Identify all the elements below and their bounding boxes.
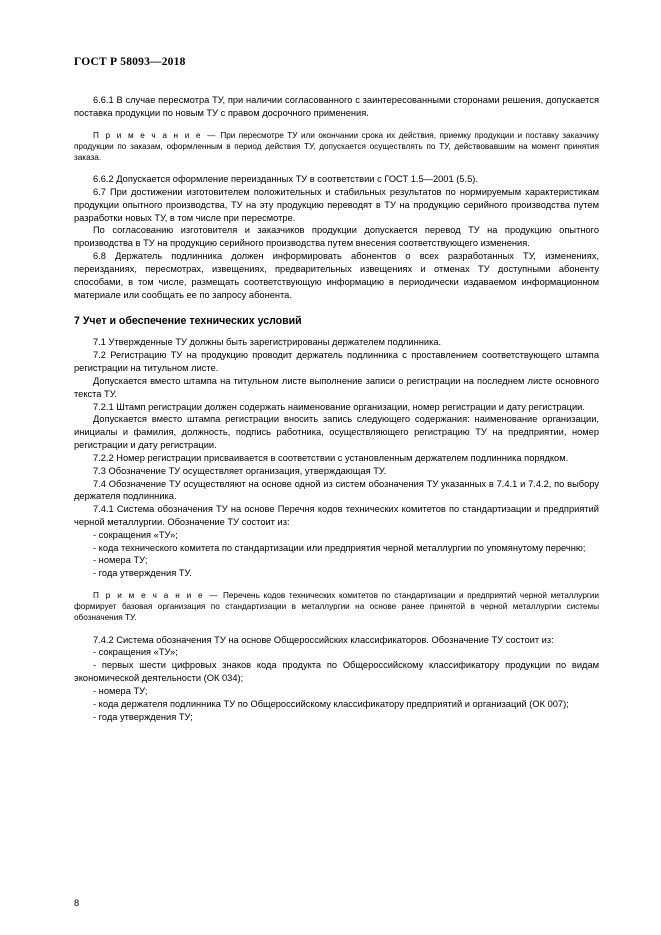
list-item: - года утверждения ТУ. (93, 568, 192, 579)
paragraph-6-7-continued: По согласованию изготовителя и заказчиков продукции допускается перевод ТУ на продукцию опытного производства в ТУ на продукцию серийного производства путем внесения соответствующего изменения. (74, 225, 599, 249)
paragraph-7-4-2: 7.4.2 Система обозначения ТУ на основе Общероссийских классификаторов. Обозначение ТУ состоит из: (93, 634, 554, 645)
paragraph-7-2-1: 7.2.1 Штамп регистрации должен содержать наименование организации, номер регистрации и дату регистрации. (93, 401, 585, 412)
paragraph-6-6-2: 6.6.2 Допускается оформление переизданных ТУ в соответствии с ГОСТ 1.5—2001 (5.5). (93, 174, 478, 185)
note-1 (74, 130, 599, 163)
list-item: - кода держателя подлинника ТУ по Общероссийскому классификатору предприятий и организаций (ОК 007); (93, 698, 569, 709)
note-2-text: Перечень кодов технических комитетов по стандартизации и предприятий черной металлургии формирует базовая организация по стандартизации в металлургии на основе ранее принятой в черной металлургии системы обозначения ТУ. (74, 591, 599, 623)
paragraph-6-8: 6.8 Держатель подлинника должен информировать абонентов о всех разработанных ТУ, изменениях, переизданиях, пересмотрах, извещениях, предварительных извещениях и отменах ТУ доступными абоненту способами, в том числе, размещать соответствующую информацию в периодически издаваемом информационном материале или сообщать ее по запросу абонента. (74, 251, 599, 300)
note-1-text: При пересмотре ТУ или окончании срока их действия, приемку продукции и поставку заказчику продукции по заказам, оформленным в период действия ТУ, допускается осуществлять по ТУ, действовавшим на момент принятия заказа. (74, 130, 599, 162)
list-item: - сокращения «ТУ»; (93, 647, 178, 658)
paragraph-7-2-2: 7.2.2 Номер регистрации присваивается в соответствии с установленным держателем подлинника порядком. (93, 452, 569, 463)
paragraph-7-3: 7.3 Обозначение ТУ осуществляет организация, утверждающая ТУ. (93, 465, 387, 476)
list-item: - первых шести цифровых знаков кода продукта по Общероссийскому классификатору продукции по видам экономической деятельности (ОК 034); (74, 660, 599, 684)
list-item: - номера ТУ; (93, 685, 148, 696)
paragraph-6-7: 6.7 При достижении изготовителем положительных и стабильных результатов по нормируемым характеристикам продукции опытного производства, ТУ на эту продукцию переводят в ТУ на продукцию серийного производства путем разработки новых ТУ, в том числе при пересмотре. (74, 186, 599, 223)
paragraph-7-2: 7.2 Регистрацию ТУ на продукцию проводит держатель подлинника с проставлением соответствующего штампа регистрации на титульном листе. (74, 350, 599, 374)
list-item: - номера ТУ; (93, 555, 148, 566)
paragraph-6-6-1: 6.6.1 В случае пересмотра ТУ, при наличии согласованного с заинтересованными сторонами решения, допускается поставка продукции по новым ТУ с правом досрочного применения. (74, 95, 599, 118)
list-item: - года утверждения ТУ; (93, 711, 193, 722)
list-item: - кода технического комитета по стандартизации или предприятия черной металлургии по упомянутому перечню; (93, 542, 586, 553)
paragraph-7-4: 7.4 Обозначение ТУ осуществляют на основе одной из систем обозначения ТУ указанных в 7.4.1 и 7.4.2, по выбору держателя подлинника. (74, 478, 599, 502)
paragraph-7-2-1-b: Допускается вместо штампа регистрации вносить запись следующего содержания: наименование организации, инициалы и фамилия, должность, подпись работника, осуществляющего регистрацию ТУ на предприятии, номер регистрации и дату регистрации. (74, 414, 599, 451)
section-heading-7: 7 Учет и обеспечение технических условий (74, 315, 302, 328)
note-2 (74, 590, 599, 623)
list-item: - сокращения «ТУ»; (93, 529, 178, 540)
paragraph-7-2-b: Допускается вместо штампа на титульном листе выполнение записи о регистрации на последнем листе основного текста ТУ. (74, 375, 599, 399)
document-header: ГОСТ Р 58093—2018 (74, 56, 186, 68)
paragraph-7-1: 7.1 Утвержденные ТУ должны быть зарегистрированы держателем подлинника. (93, 337, 442, 348)
note-1-label: П р и м е ч а н и е — (93, 130, 217, 140)
note-2-label: П р и м е ч а н и е — (93, 591, 220, 601)
page-number: 8 (74, 898, 80, 908)
paragraph-7-4-1: 7.4.1 Система обозначения ТУ на основе Перечня кодов технических комитетов по стандартизации и предприятий черной металлургии. Обозначение ТУ состоит из: (74, 504, 599, 527)
